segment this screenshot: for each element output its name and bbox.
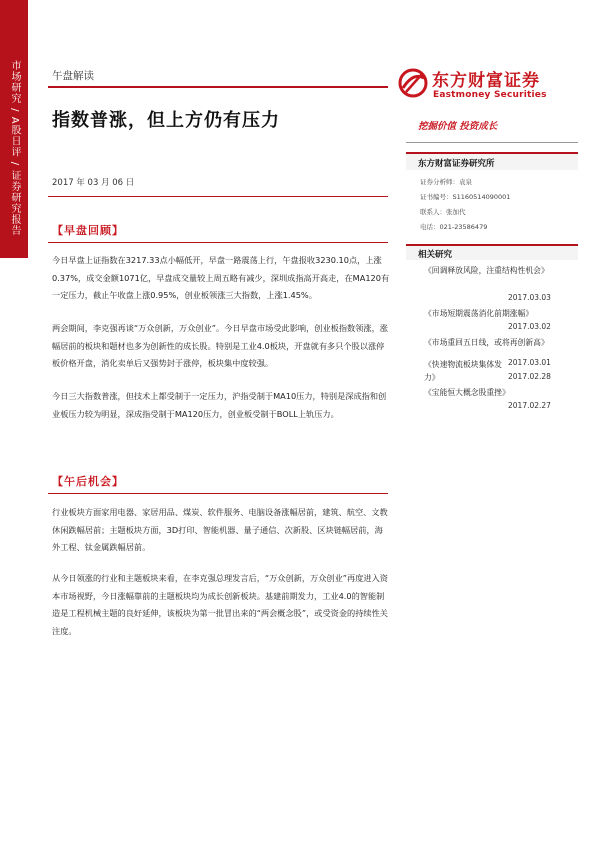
related-item-date: 2017.03.02 [508,322,551,331]
paragraph: 两会期间，李克强再谈“万众创新，万众创业”。今日早盘市场受此影响，创业板指数领涨，涨幅居前的板块和题材也多为创新性的成长股。特别是工业4.0板块，开盘就有多只个股以涨停板价格开盘，消化卖单后又强势封于涨停，板块集中度较强。 [52,323,388,368]
related-item-title[interactable]: 《市场短期震荡消化前期涨幅》 [424,309,534,318]
related-item-title[interactable]: 《快速物流板块集体发力》 [424,360,502,382]
analyst-cert: 证书编号：S1160514090001 [420,193,511,201]
brand-logo [398,64,578,108]
section-divider [48,242,388,243]
side-strip [0,0,28,842]
report-type: 午盘解读 [52,70,94,82]
related-item-date: 2017.03.03 [508,293,551,302]
related-item-title[interactable]: 《回调释放风险，注重结构性机会》 [424,266,549,275]
contact-phone: 电话：021-23586479 [420,223,488,231]
side-strip-label: 市场研究 / A股日评 / 证券研究报告 [9,60,20,237]
page-title: 指数普涨，但上方仍有压力 [52,110,280,131]
related-item-date: 2017.02.28 [508,372,551,381]
contact-person: 联系人：张加代 [420,208,466,216]
brand-slogan: 挖掘价值 投资成长 [418,121,498,132]
paragraph: 从今日领涨的行业和主题板块来看，在李克强总理发言后，“万众创新，万众创业”再度进入资本市场视野，今日涨幅靠前的主题板块均为成长创新板块。基建前期发力，工业4.0的智能制造是工程机械主题的良好延伸，该板块为第一批冒出来的“两会概念股”，或受资金的持续性关注度。 [52,573,388,636]
brand-name-en: Eastmoney Securities [433,90,547,100]
paragraph: 今日早盘上证指数在3217.33点小幅低开，早盘一路震荡上行，午盘报收3230.10点，上涨0.37%，成交金额1071亿，早盘成交量较上周五略有减少，深圳成指高开高走，在MA120有一定压力，截止午收盘上涨0.95%，创业板领涨三大指数，上涨1.45%。 [52,255,390,300]
title-divider [48,86,388,88]
date-divider [48,196,388,197]
paragraph: 行业板块方面家用电器、家居用品、煤炭、软件服务、电脑设备涨幅居前，建筑、航空、文教休闲跌幅居前；主题板块方面，3D打印、智能机器、量子通信、次新股、区块链幅居前，海外工程、钛金属跌幅居前。 [52,507,388,552]
sidebar-divider [406,142,578,143]
brand-name-cn: 东方财富证券 [432,71,540,91]
logo-mark-icon [398,68,428,98]
related-research-heading: 相关研究 [406,244,578,260]
section-divider [48,493,388,494]
related-item-title[interactable]: 《市场重回五日线，或将再创新高》 [424,338,549,347]
section-heading-morning: 【早盘回顾】 [52,224,124,237]
related-item-date: 2017.02.27 [508,401,551,410]
paragraph: 今日三大指数普涨，但技术上都受制于一定压力，沪指受制于MA10压力，特别是深成指和创业板压力较为明显，深成指受制于MA120压力，创业板受制于BOLL上轨压力。 [52,391,387,419]
report-date: 2017 年 03 月 06 日 [52,178,135,188]
related-item-date: 2017.03.01 [508,358,551,367]
section-heading-afternoon: 【午后机会】 [52,475,124,488]
analyst-name: 证券分析师：袁泉 [420,178,472,186]
institute-heading: 东方财富证券研究所 [406,152,578,170]
related-item-title[interactable]: 《宝能恒大概念股重挫》 [424,388,510,397]
